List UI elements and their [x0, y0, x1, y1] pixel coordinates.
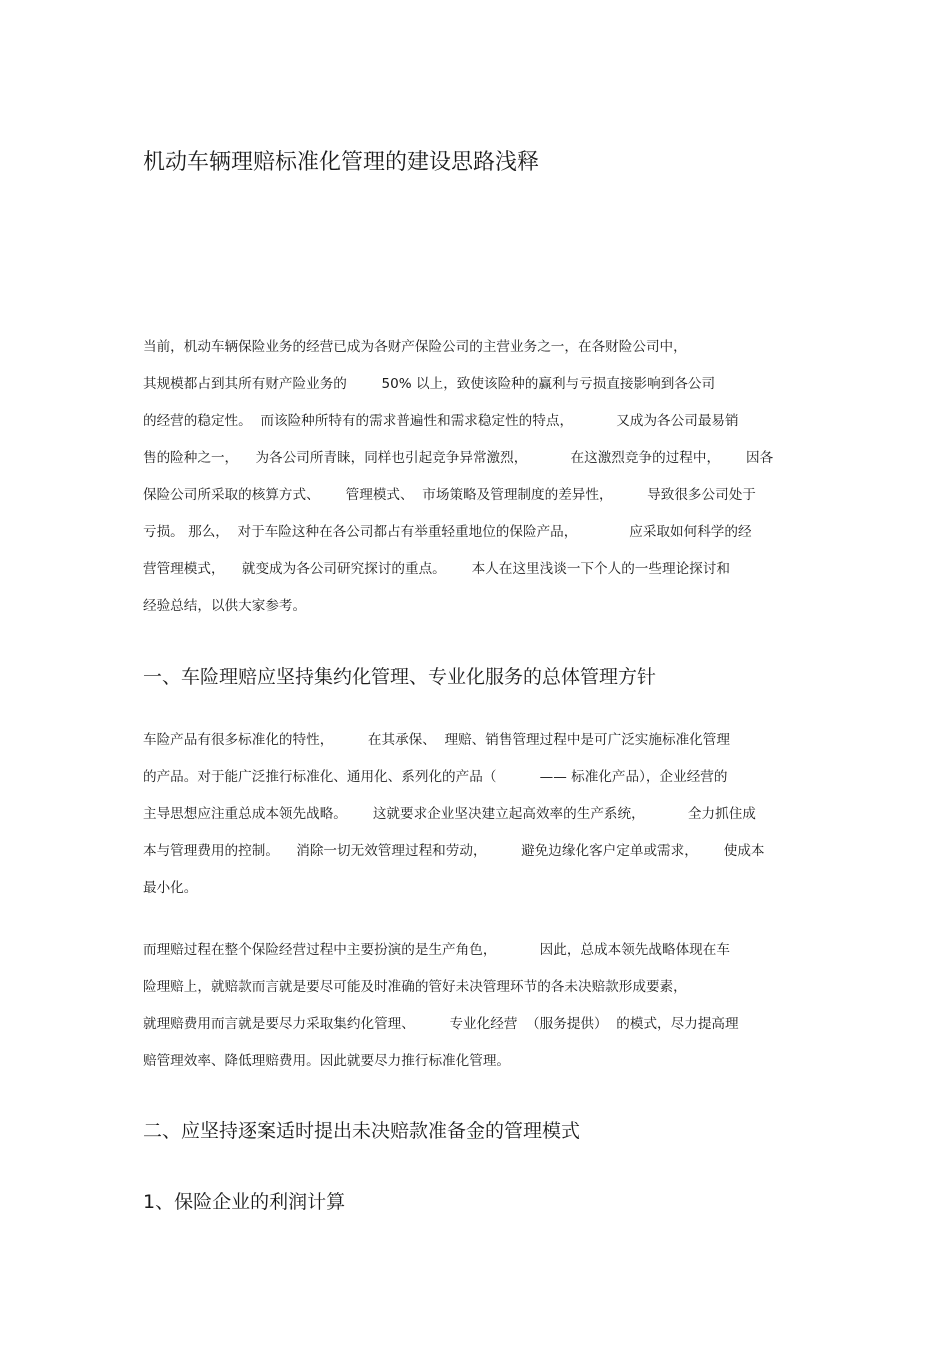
- text-line: 的产品。对于能广泛推行标准化、通用化、系列化的产品（ —— 标准化产品），企业经营的: [143, 769, 728, 785]
- subsection-heading-2-1: 1、保险企业的利润计算: [143, 1191, 346, 1213]
- text-line: 险理赔上，就赔款而言就是要尽可能及时准确的管好未决管理环节的各未决赔款形成要素，: [143, 979, 687, 995]
- text-line: 其规模都占到其所有财产险业务的 50% 以上，致使该险种的赢利与亏损直接影响到各公司: [143, 376, 716, 392]
- text-line: 当前，机动车辆保险业务的经营已成为各财产保险公司的主营业务之一，在各财险公司中，: [143, 339, 687, 355]
- text-line: 亏损。 那么， 对于车险这种在各公司都占有举重轻重地位的保险产品， 应采取如何科学的经: [143, 524, 752, 540]
- section-heading-2: 二、应坚持逐案适时提出未决赔款准备金的管理模式: [143, 1120, 581, 1142]
- document-title: 机动车辆理赔标准化管理的建设思路浅释: [143, 150, 540, 175]
- text-line: 经验总结，以供大家参考。: [143, 598, 307, 614]
- section1-paragraph-2: [143, 932, 823, 1080]
- text-line: 售的险种之一， 为各公司所青睐，同样也引起竞争异常激烈， 在这激烈竞争的过程中， 因各: [143, 450, 774, 466]
- text-line: 最小化。: [143, 880, 198, 896]
- section-heading-1: 一、车险理赔应坚持集约化管理、专业化服务的总体管理方针: [143, 666, 657, 688]
- text-line: 本与管理费用的控制。 消除一切无效管理过程和劳动， 避免边缘化客户定单或需求， 使成本: [143, 843, 765, 859]
- text-line: 就理赔费用而言就是要尽力采取集约化管理、 专业化经营 （服务提供） 的模式，尽力提高理: [143, 1016, 739, 1032]
- text-line: 保险公司所采取的核算方式、 管理模式、 市场策略及管理制度的差异性， 导致很多公司处于: [143, 487, 756, 503]
- intro-paragraph: [143, 329, 823, 625]
- section1-paragraph-1: [143, 722, 823, 907]
- text-line: 而理赔过程在整个保险经营过程中主要扮演的是生产角色， 因此，总成本领先战略体现在车: [143, 942, 730, 958]
- text-line: 车险产品有很多标准化的特性， 在其承保、 理赔、销售管理过程中是可广泛实施标准化管理: [143, 732, 730, 748]
- text-line: 主导思想应注重总成本领先战略。 这就要求企业坚决建立起高效率的生产系统， 全力抓住成: [143, 806, 756, 822]
- text-line: 营管理模式， 就变成为各公司研究探讨的重点。 本人在这里浅谈一下个人的一些理论探讨和: [143, 561, 730, 577]
- text-line: 的经营的稳定性。 而该险种所特有的需求普遍性和需求稳定性的特点， 又成为各公司最易销: [143, 413, 739, 429]
- text-line: 赔管理效率、降低理赔费用。因此就要尽力推行标准化管理。: [143, 1053, 511, 1069]
